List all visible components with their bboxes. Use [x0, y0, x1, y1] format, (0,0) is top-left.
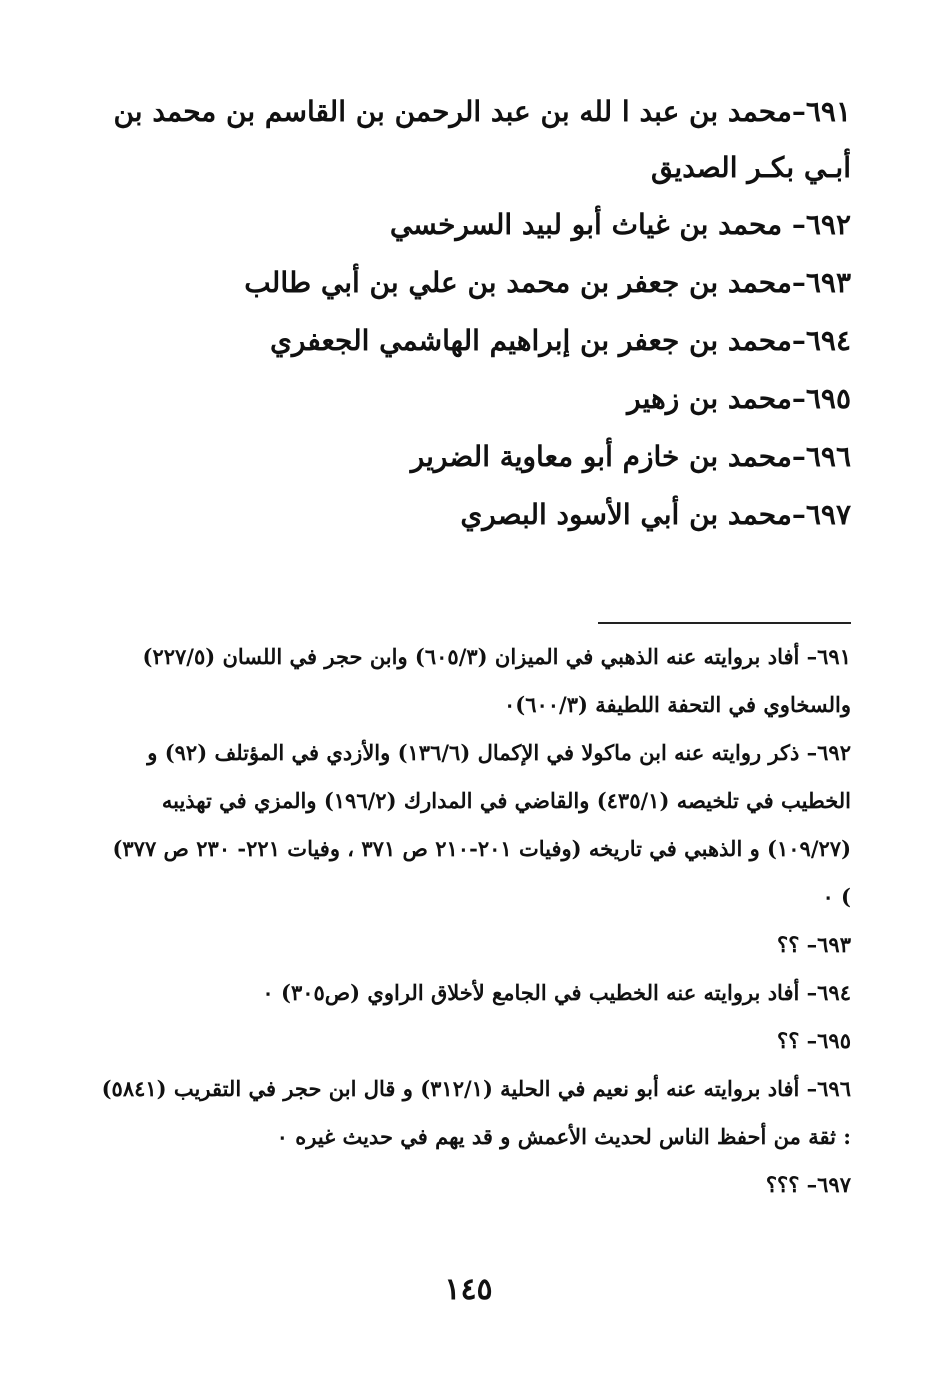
narrator-entry-692: ٦٩٢– محمد بن غياث أبو لبيد السرخسي — [389, 208, 851, 241]
narrator-list — [99, 84, 851, 544]
footnote-divider — [598, 622, 851, 624]
page-number: ١٤٥ — [444, 1272, 493, 1307]
footnote-694: ٦٩٤– أفاد بروايته عنه الخطيب في الجامع لأخلاق الراوي (ص٣٠٥) ۰ — [262, 980, 851, 1005]
narrator-entry-696: ٦٩٦–محمد بن خازم أبو معاوية الضرير — [410, 440, 851, 473]
footnote-692: ٦٩٢– ذكر روايته عنه ابن ماكولا في الإكمال (١٣٦/٦) والأزدي في المؤتلف (٩٢) و الخطيب في تلخيصه (٤٣٥/١) والقاضي في المدارك (١٩٦/٢) والمزي في تهذيبه (١٠٩/٢٧) و الذهبي في تاريخه (وفيات ٢٠١-٢١٠ ص ٣٧١ ، وفيات ٢٢١- ٢٣٠ ص ٣٧٧) ) ۰ — [112, 740, 851, 909]
footnote-697: ٦٩٧– ؟؟؟ — [765, 1172, 851, 1197]
footnote-693: ٦٩٣– ؟؟ — [777, 932, 851, 957]
footnotes-section — [99, 633, 851, 1209]
narrator-entry-697: ٦٩٧–محمد بن أبي الأسود البصري — [460, 498, 851, 531]
narrator-entry-694: ٦٩٤–محمد بن جعفر بن إبراهيم الهاشمي الجعفري — [269, 324, 851, 357]
footnote-696: ٦٩٦– أفاد بروايته عنه أبو نعيم في الحلية (٣١٢/١) و قال ابن حجر في التقريب (٥٨٤١) : ثقة من أحفظ الناس لحديث الأعمش و قد يهم في حديث غيره ۰ — [101, 1076, 851, 1149]
narrator-entry-695: ٦٩٥–محمد بن زهير — [627, 382, 851, 415]
narrator-entry-691: ٦٩١–محمد بن عبد ا لله بن عبد الرحمن بن القاسم بن محمد بن أبـي بكـر الصديق — [113, 95, 851, 184]
footnote-695: ٦٩٥– ؟؟ — [777, 1028, 851, 1053]
footnote-691: ٦٩١– أفاد بروايته عنه الذهبي في الميزان (٦٠٥/٣) وابن حجر في اللسان (٢٢٧/٥) والسخاوي في التحفة اللطيفة (٦٠٠/٣)۰ — [142, 644, 851, 717]
narrator-entry-693: ٦٩٣–محمد بن جعفر بن محمد بن علي بن أبي طالب — [244, 266, 851, 299]
